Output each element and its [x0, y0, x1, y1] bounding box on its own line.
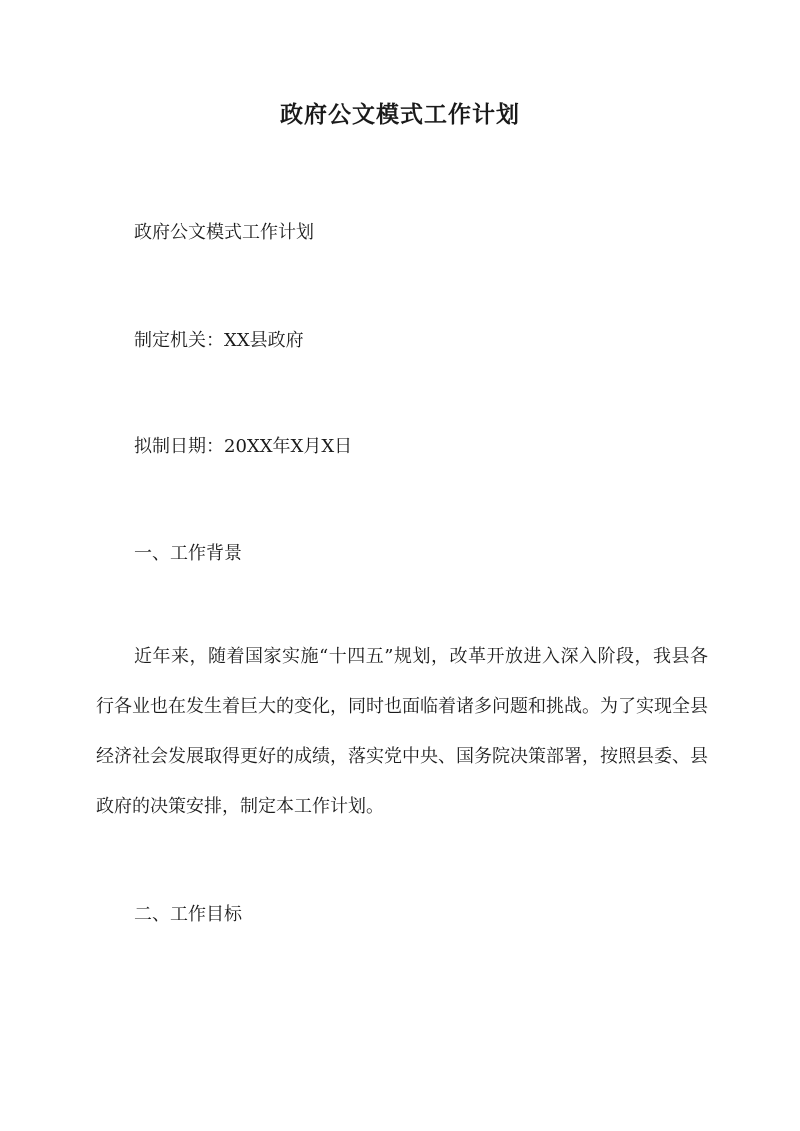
drafting-date: 拟制日期：20XX年X月X日	[134, 436, 353, 457]
section-heading-goals: 二、工作目标	[134, 904, 242, 925]
issuing-authority: 制定机关：XX县政府	[134, 330, 304, 351]
document-title: 政府公文模式工作计划	[280, 101, 520, 128]
section-paragraph-background: 近年来，随着国家实施“十四五”规划，改革开放进入深入阶段，我县各行各业也在发生着巨大的变化，同时也面临着诸多问题和挑战。为了实现全县经济社会发展取得更好的成绩，落实党中央、国务院决策部署，按照县委、县政府的决策安排，制定本工作计划。	[96, 646, 708, 817]
section-heading-background: 一、工作背景	[134, 543, 242, 564]
document-subtitle: 政府公文模式工作计划	[134, 222, 314, 243]
